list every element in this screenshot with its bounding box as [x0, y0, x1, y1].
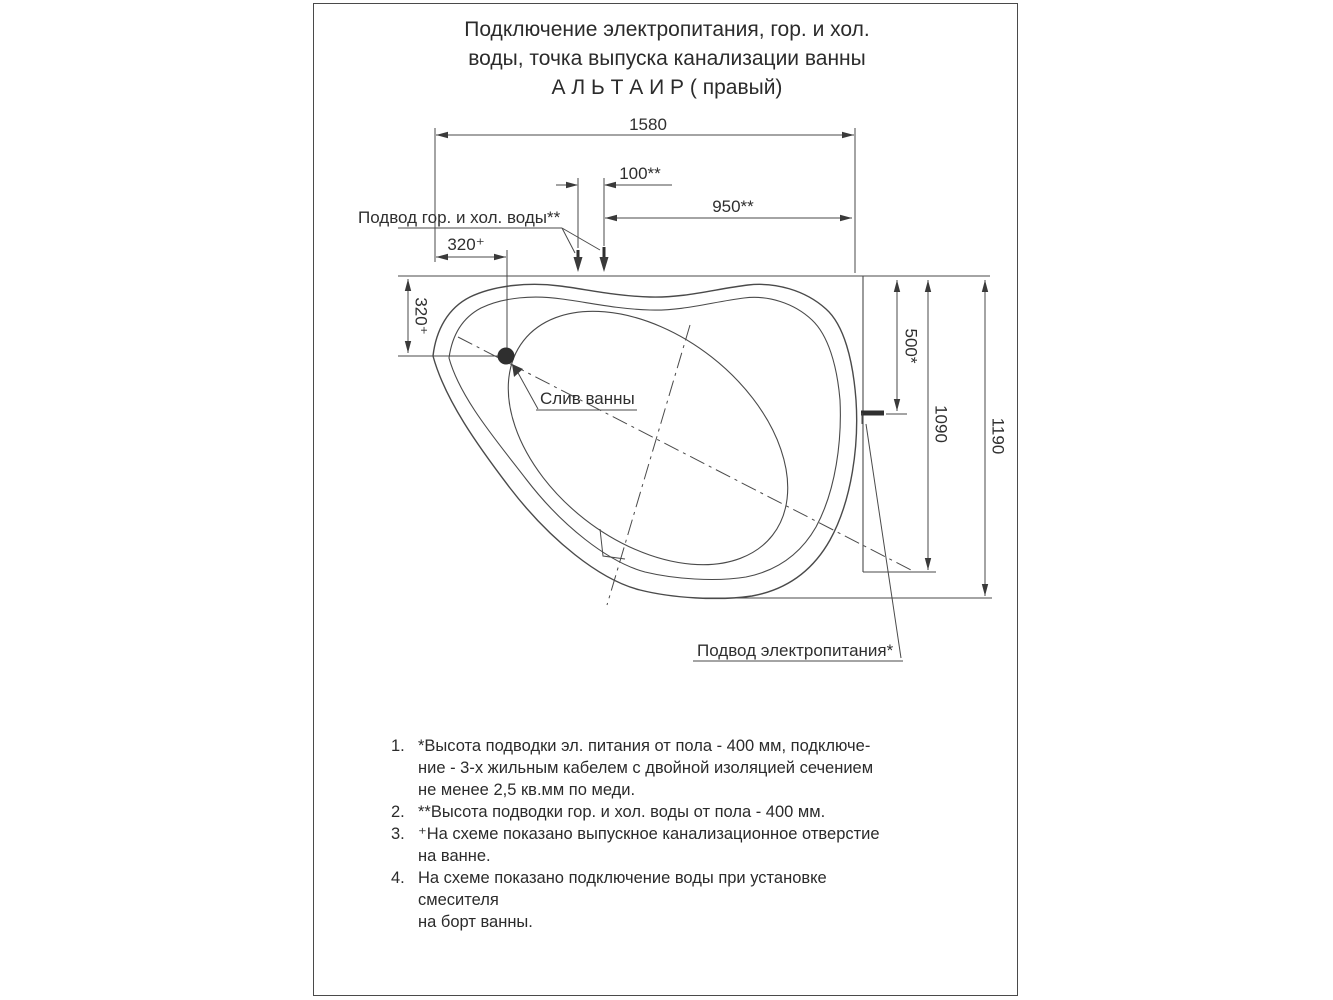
dim-950-text: 950** [712, 197, 754, 216]
note-1-line-1: *Высота подводки эл. питания от пола - 400 мм, подключе- [418, 737, 871, 755]
note-item-1 [391, 735, 911, 801]
note-3-line-1: ⁺На схеме показано выпускное канализационное отверстие [418, 825, 880, 843]
dim-500-text: 500* [901, 328, 921, 364]
note-4-line-2: на борт ванны. [418, 913, 533, 931]
power-supply-callout [693, 413, 903, 661]
dim-100-extension-lines [578, 178, 604, 248]
dim-320h-text: 320⁺ [447, 235, 485, 254]
note-1-number: 1. [391, 737, 405, 755]
apron-step [600, 529, 625, 559]
drain-arrowhead [512, 364, 523, 377]
dim-1580-text: 1580 [629, 115, 667, 134]
water-supply-leaders [562, 228, 600, 253]
dim-supply-spacing [556, 164, 672, 248]
note-1-line-2: ние - 3-х жильным кабелем с двойной изоляцией сечением [418, 759, 874, 777]
drain-callout [498, 348, 638, 411]
power-supply-label: Подвод электропитания* [697, 641, 894, 660]
note-2-number: 2. [391, 803, 405, 821]
centerline-long-axis [458, 337, 913, 571]
bathtub-rim-contour [449, 297, 840, 579]
dim-100-arrows [566, 182, 616, 188]
drain-label: Слив ванны [540, 389, 635, 408]
note-4-line-1: На схеме показано подключение воды при установке смесителя [418, 869, 827, 909]
page-title-line-2: воды, точка выпуска канализации ванны [468, 47, 866, 70]
drain-leader [517, 371, 538, 409]
page-title-line-1: Подключение электропитания, гор. и хол. [464, 18, 870, 41]
power-supply-leader [866, 424, 901, 658]
drain-point [498, 348, 515, 365]
dim-1580-extension-lines [435, 128, 855, 273]
water-supply-label: Подвод гор. и хол. воды** [358, 208, 561, 227]
note-1-line-3: не менее 2,5 кв.мм по меди. [418, 781, 636, 799]
dim-overall-depth [700, 280, 1008, 598]
dim-320v-text: 320⁺ [411, 297, 431, 335]
dim-supply-to-right [605, 197, 852, 221]
note-item-2 [391, 801, 911, 823]
note-item-4 [391, 867, 911, 933]
centerline-cross-axis [607, 325, 690, 605]
bathtub-bowl [460, 260, 836, 617]
water-supply-arrowheads [574, 257, 609, 272]
dim-overall-width [435, 115, 855, 273]
page-title-line-3: А Л Ь Т А И Р ( правый) [551, 76, 783, 99]
note-3-line-2: на ванне. [418, 847, 491, 865]
note-2-line-1: **Высота подводки гор. и хол. воды от пола - 400 мм. [418, 803, 826, 821]
note-item-3 [391, 823, 911, 867]
dim-inner-depth [863, 280, 951, 572]
note-4-number: 4. [391, 869, 405, 887]
note-3-number: 3. [391, 825, 405, 843]
dim-power-point-height [886, 280, 921, 414]
notes-list [391, 735, 911, 933]
dim-drain-offset-x [436, 235, 507, 362]
dim-drain-offset-y [398, 279, 514, 356]
dim-1190-text: 1190 [988, 417, 1008, 455]
dim-100-text: 100** [619, 164, 661, 183]
dim-1090-text: 1090 [931, 405, 951, 443]
bathtub-outline [398, 260, 990, 617]
